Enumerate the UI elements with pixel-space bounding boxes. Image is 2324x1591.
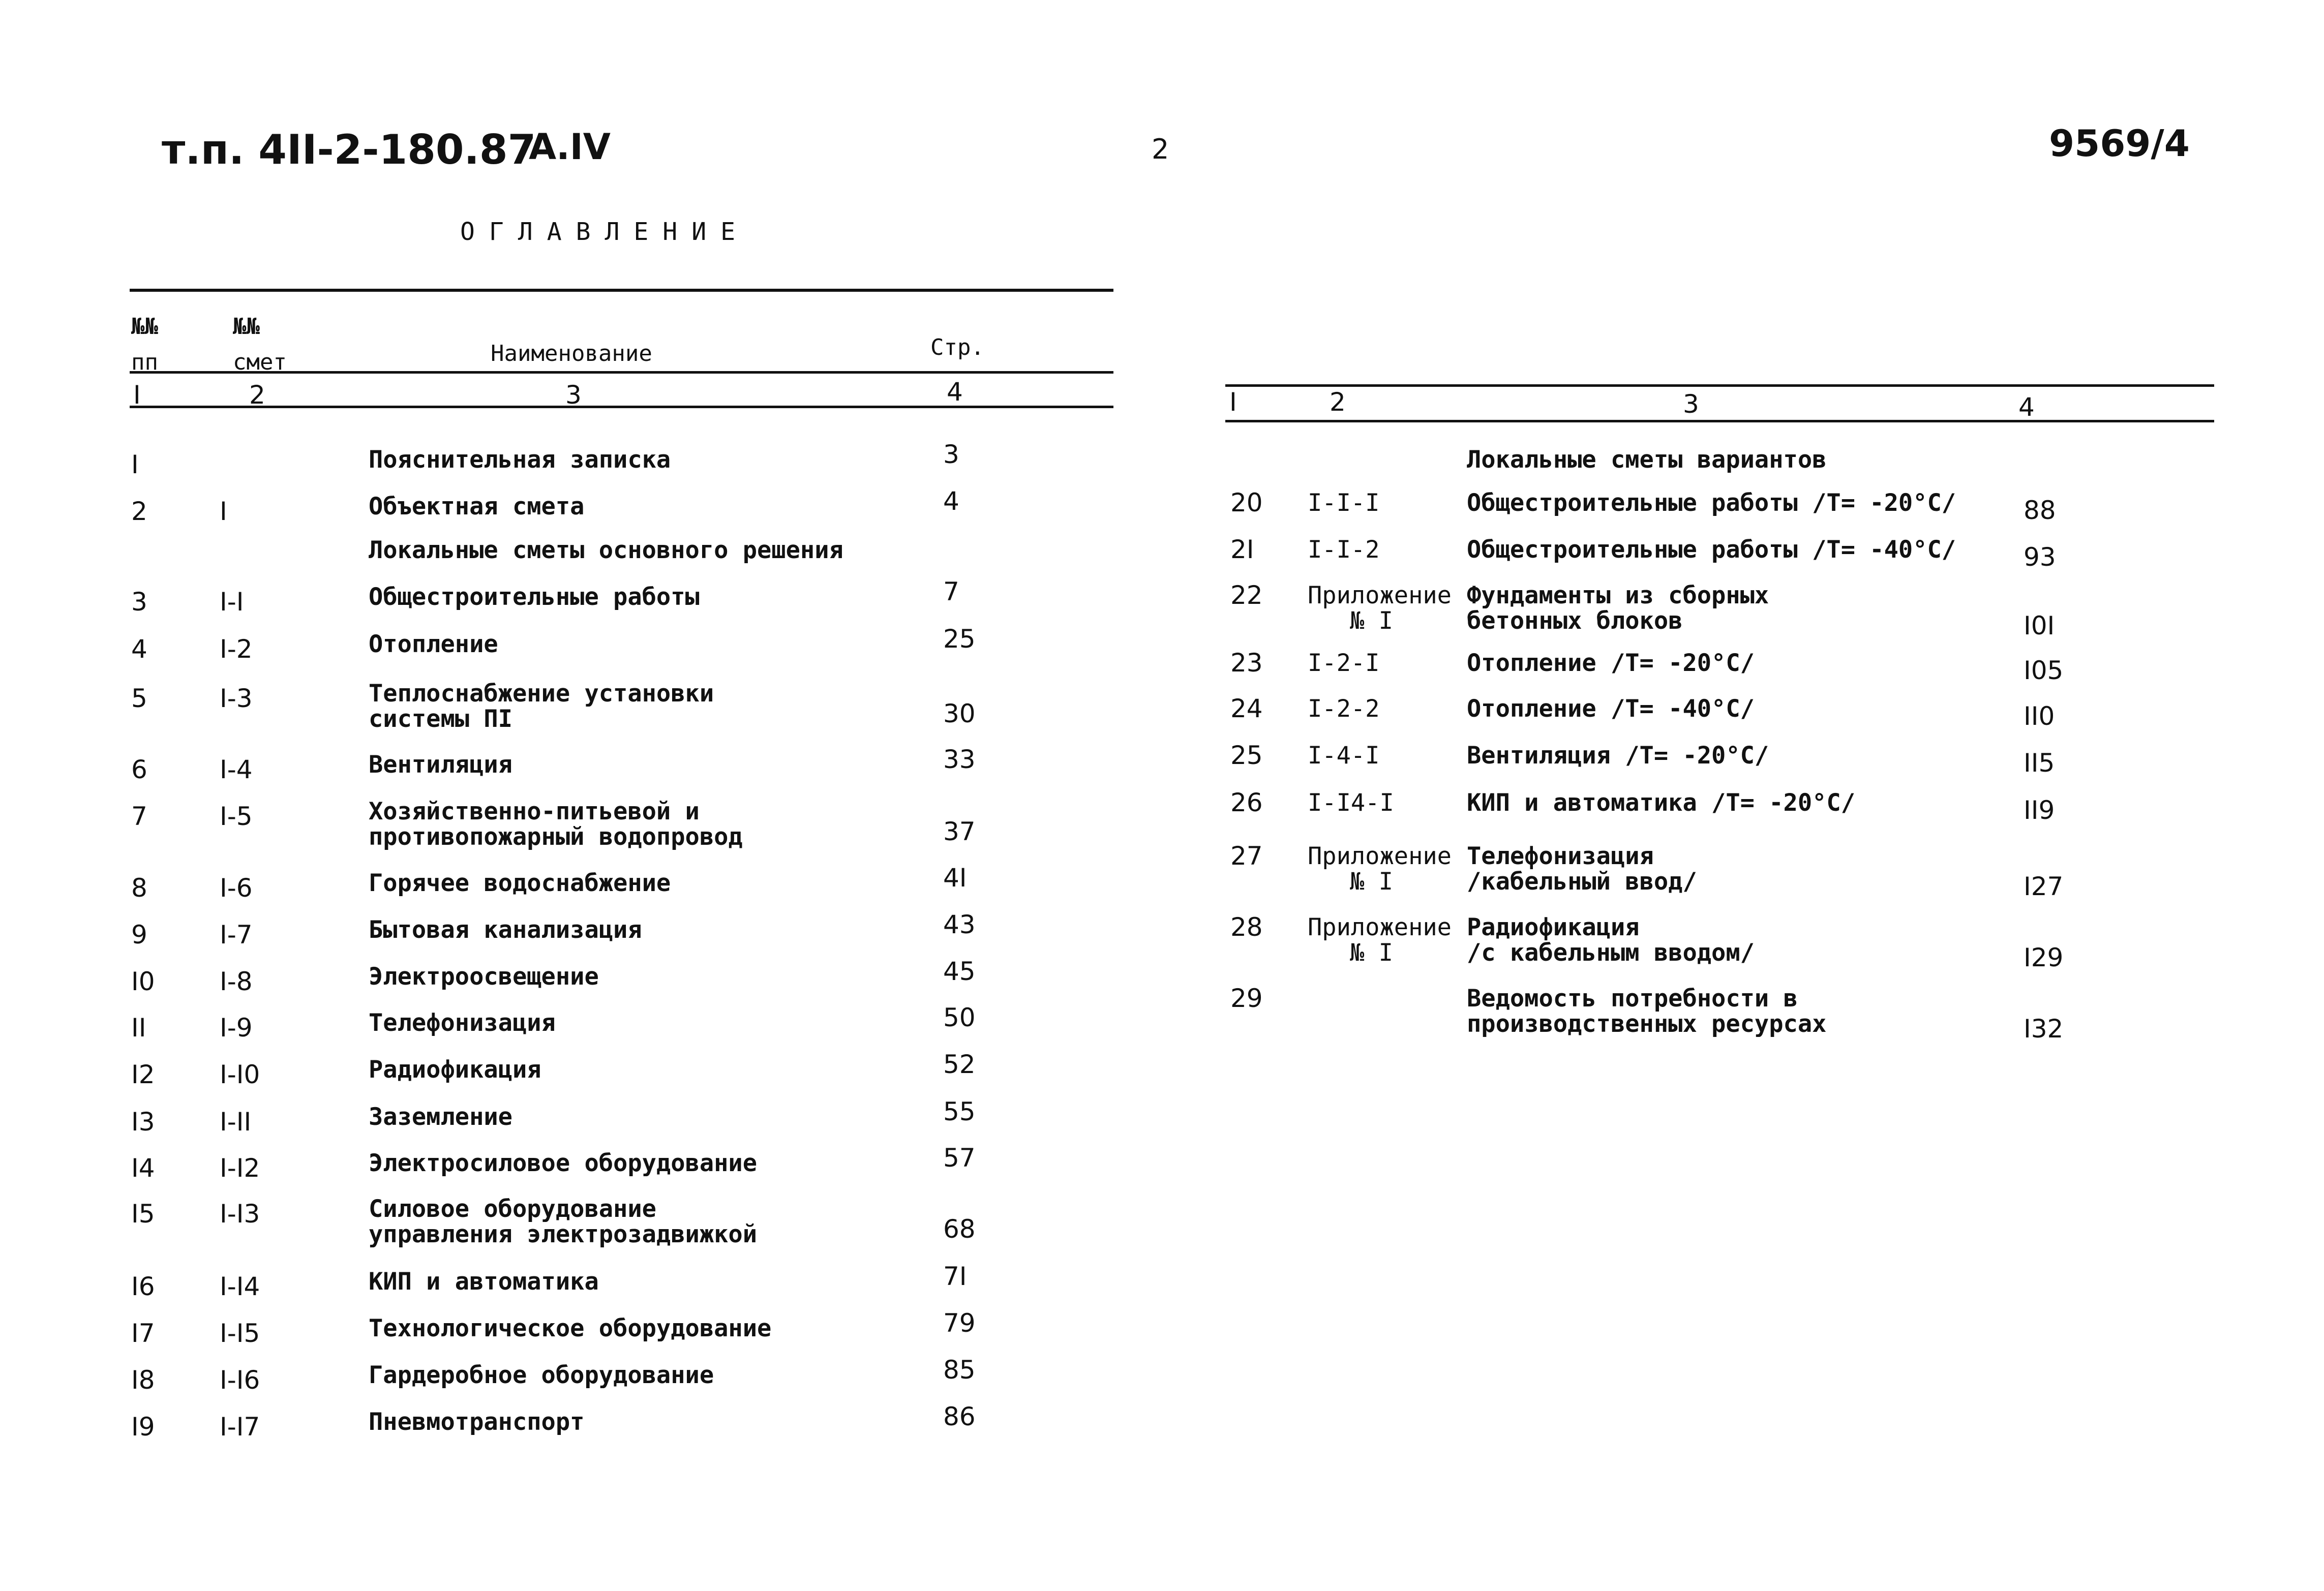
page-reference: I05	[2024, 656, 2064, 685]
item-name: Локальные сметы вариантов	[1467, 446, 1827, 474]
estimate-number: I-I-2	[1308, 536, 1380, 564]
page-reference: 88	[2024, 496, 2056, 525]
right-table-numbers-rule	[1225, 420, 2214, 422]
row-number: I4	[131, 1153, 155, 1183]
page-reference: 4I	[943, 863, 967, 893]
page-reference: 37	[943, 817, 976, 846]
estimate-number: I-I7	[220, 1412, 260, 1442]
row-number: 20	[1230, 488, 1263, 517]
row-number: 3	[131, 587, 147, 617]
item-name: Электросиловое оборудование	[369, 1149, 758, 1177]
item-name: Телефонизация	[1467, 842, 1654, 870]
album-number: А.IV	[529, 126, 611, 168]
estimate-number: I-I4	[220, 1272, 260, 1301]
row-number: 5	[131, 684, 147, 713]
item-name: Телефонизация	[369, 1009, 556, 1037]
page-reference: 7	[943, 577, 959, 606]
page-reference: 45	[943, 957, 976, 986]
item-name: Отопление /Т= -20°С/	[1467, 649, 1755, 677]
page-reference: 86	[943, 1402, 976, 1431]
estimate-number: I-8	[220, 967, 253, 996]
page-reference: 7I	[943, 1262, 967, 1291]
item-name: Фундаменты из сборных	[1467, 582, 1769, 609]
row-number: 9	[131, 920, 147, 950]
page-reference: I0I	[2024, 611, 2055, 640]
page-reference: 3	[943, 440, 959, 469]
page-title: ОГЛАВЛЕНИЕ	[460, 218, 749, 246]
header-no-smet: №№ смет	[233, 314, 287, 375]
estimate-number: I-I6	[220, 1365, 260, 1395]
item-name: Отопление /Т= -40°С/	[1467, 695, 1755, 723]
estimate-number: I-4	[220, 755, 253, 784]
estimate-number: I-I3	[220, 1199, 260, 1229]
row-number: I7	[131, 1319, 155, 1348]
item-name: бетонных блоков	[1467, 607, 1683, 635]
item-name: КИП и автоматика /Т= -20°С/	[1467, 789, 1856, 817]
page-reference: 68	[943, 1214, 976, 1244]
item-name: Вентиляция	[369, 751, 512, 779]
item-name: Пневмотранспорт	[369, 1408, 585, 1436]
left-table-top-rule	[130, 289, 1113, 292]
row-number: 8	[131, 873, 147, 903]
header-no-pp: №№ пп	[131, 314, 158, 375]
item-name: Горячее водоснабжение	[369, 869, 671, 897]
item-name: Электроосвещение	[369, 963, 599, 991]
estimate-number: Приложение	[1308, 913, 1452, 941]
left-col-number-3: 3	[565, 380, 582, 410]
page-reference: 43	[943, 910, 976, 939]
item-name: Радиофикация	[1467, 913, 1640, 941]
estimate-number: I-2	[220, 634, 253, 664]
item-name: управления электрозадвижкой	[369, 1220, 758, 1248]
page-reference: I27	[2024, 872, 2064, 901]
item-name: /с кабельным вводом/	[1467, 939, 1755, 967]
header-page: Стр.	[930, 334, 984, 360]
row-number: 6	[131, 755, 147, 784]
row-number: 25	[1230, 741, 1263, 770]
item-name: /кабельный ввод/	[1467, 868, 1697, 896]
row-number: 7	[131, 802, 147, 831]
row-number: I	[131, 450, 139, 479]
page-reference: II9	[2024, 796, 2055, 825]
item-name: Ведомость потребности в	[1467, 985, 1798, 1013]
page-reference: 52	[943, 1050, 976, 1079]
item-name: Вентиляция /Т= -20°С/	[1467, 742, 1769, 770]
item-name: Общестроительные работы /Т= -20°С/	[1467, 489, 1956, 517]
row-number: 29	[1230, 984, 1263, 1013]
header-name: Наименование	[491, 341, 652, 366]
right-col-number-1: I	[1229, 387, 1237, 417]
item-name: Пояснительная записка	[369, 446, 671, 474]
row-number: 24	[1230, 694, 1263, 723]
estimate-number: Приложение	[1308, 582, 1452, 609]
estimate-number: № I	[1350, 607, 1393, 635]
row-number: II	[131, 1013, 146, 1043]
row-number: I0	[131, 967, 155, 996]
page-reference: 93	[2024, 542, 2056, 572]
item-name: Общестроительные работы	[369, 583, 700, 611]
item-name: Объектная смета	[369, 493, 585, 521]
estimate-number: I	[220, 497, 227, 526]
row-number: 26	[1230, 788, 1263, 817]
item-name: системы ПI	[369, 705, 512, 733]
row-number: I2	[131, 1060, 155, 1089]
estimate-number: Приложение	[1308, 842, 1452, 870]
item-name: Бытовая канализация	[369, 916, 642, 944]
estimate-number: I-I0	[220, 1060, 260, 1089]
item-name: Силовое оборудование	[369, 1195, 656, 1223]
estimate-number: I-4-I	[1308, 742, 1380, 770]
estimate-number: I-5	[220, 802, 253, 831]
right-col-number-4: 4	[2018, 392, 2035, 422]
row-number: I5	[131, 1199, 155, 1229]
left-col-number-4: 4	[947, 377, 963, 407]
row-number: 22	[1230, 580, 1263, 610]
row-number: 23	[1230, 648, 1263, 678]
estimate-number: I-I2	[220, 1153, 260, 1183]
page-number: 2	[1152, 133, 1169, 165]
left-col-number-1: I	[133, 380, 141, 410]
row-number: I6	[131, 1272, 155, 1301]
item-name: Теплоснабжение установки	[369, 680, 714, 708]
row-number: 27	[1230, 841, 1263, 871]
row-number: 2I	[1230, 535, 1254, 564]
row-number: I9	[131, 1412, 155, 1442]
page-reference: 30	[943, 699, 976, 728]
right-table-top-rule	[1225, 384, 2214, 387]
item-name: Радиофикация	[369, 1056, 541, 1084]
row-number: 4	[131, 634, 147, 664]
page-reference: 55	[943, 1097, 976, 1126]
estimate-number: I-I-I	[1308, 489, 1380, 517]
estimate-number: № I	[1350, 939, 1393, 967]
estimate-number: I-9	[220, 1013, 253, 1043]
item-name: Отопление	[369, 630, 498, 658]
estimate-number: I-I5	[220, 1319, 260, 1348]
page-reference: II5	[2024, 748, 2055, 778]
estimate-number: I-I	[220, 587, 244, 617]
left-col-number-2: 2	[249, 380, 265, 410]
estimate-number: I-3	[220, 684, 253, 713]
row-number: 28	[1230, 912, 1263, 942]
left-table-numbers-rule	[130, 406, 1113, 408]
page-reference: 85	[943, 1355, 976, 1385]
right-col-number-3: 3	[1683, 389, 1699, 419]
estimate-number: I-2-2	[1308, 695, 1380, 723]
estimate-number: I-II	[220, 1107, 252, 1137]
page-reference: 57	[943, 1143, 976, 1173]
item-name: Локальные сметы основного решения	[369, 536, 843, 564]
page-reference: 79	[943, 1308, 976, 1338]
item-name: производственных ресурсах	[1467, 1010, 1827, 1038]
item-name: Технологическое оборудование	[369, 1314, 772, 1342]
page-reference: 25	[943, 624, 976, 654]
page-reference: 4	[943, 486, 959, 516]
page-reference: 50	[943, 1003, 976, 1032]
row-number: I3	[131, 1107, 155, 1137]
page-reference: II0	[2024, 701, 2055, 731]
estimate-number: I-2-I	[1308, 649, 1380, 677]
page-reference: I32	[2024, 1014, 2064, 1044]
row-number: I8	[131, 1365, 155, 1395]
item-name: Заземление	[369, 1103, 512, 1131]
document-code: т.п. 4II-2-180.87	[162, 126, 536, 173]
item-name: КИП и автоматика	[369, 1268, 599, 1296]
estimate-number: I-6	[220, 873, 253, 903]
item-name: Хозяйственно-питьевой и	[369, 798, 700, 825]
item-name: противопожарный водопровод	[369, 823, 743, 851]
row-number: 2	[131, 497, 147, 526]
estimate-number: № I	[1350, 868, 1393, 896]
item-name: Гардеробное оборудование	[369, 1361, 714, 1389]
page-reference: 33	[943, 745, 976, 774]
registry-number: 9569/4	[2049, 122, 2190, 165]
item-name: Общестроительные работы /Т= -40°С/	[1467, 536, 1956, 564]
page-reference: I29	[2024, 943, 2064, 972]
right-col-number-2: 2	[1330, 387, 1346, 417]
estimate-number: I-7	[220, 920, 253, 950]
estimate-number: I-I4-I	[1308, 789, 1394, 817]
